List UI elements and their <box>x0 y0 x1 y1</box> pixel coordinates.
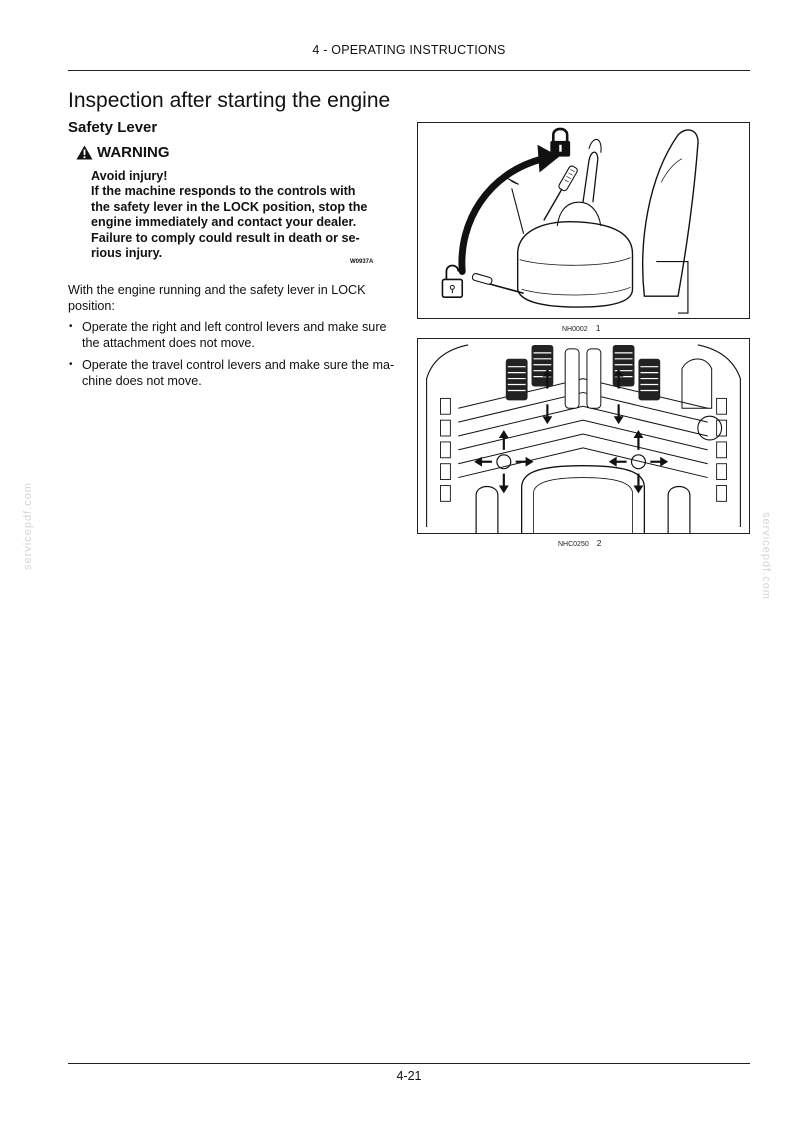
warning-line: rious injury. <box>91 246 163 261</box>
warning-line: Failure to comply could result in death or se- <box>91 230 360 245</box>
figure-2-caption <box>558 538 601 548</box>
watermark-left: servicepdf.com <box>22 482 34 570</box>
figure-code: NHC0250 <box>558 541 589 548</box>
page-title: Inspection after starting the engine <box>68 89 391 112</box>
header-rule <box>68 70 750 71</box>
page-number: 4-21 <box>396 1069 422 1083</box>
figure-number: 1 <box>595 323 601 333</box>
warning-heading <box>76 144 170 161</box>
list-item-line: • Operate the travel control levers and make sure the ma- <box>82 358 395 372</box>
warning-label: WARNING <box>97 144 170 161</box>
control-levers-illustration <box>418 339 749 533</box>
warning-text <box>91 169 391 261</box>
warning-line: Avoid injury! <box>91 169 168 183</box>
list-item <box>68 357 404 389</box>
safety-lever-illustration <box>418 123 749 318</box>
warning-triangle-icon <box>76 145 93 160</box>
figure-number: 2 <box>596 538 602 548</box>
section-title: Safety Lever <box>68 119 158 136</box>
list-item-line: chine does not move. <box>82 374 202 388</box>
locked-padlock-icon <box>550 129 570 157</box>
warning-line: engine immediately and contact your dealer. <box>91 215 357 230</box>
warning-line: If the machine responds to the controls with <box>91 184 356 199</box>
list-item-line: the attachment does not move. <box>82 336 255 350</box>
chapter-header: 4 - OPERATING INSTRUCTIONS <box>312 43 506 57</box>
list-item <box>68 319 404 351</box>
intro-line: With the engine running and the safety lever in LOCK <box>68 283 366 297</box>
list-item-line: • Operate the right and left control levers and make sure <box>82 320 387 334</box>
watermark-right: servicepdf.com <box>760 512 772 600</box>
inspection-list <box>68 319 404 395</box>
figure-control-levers <box>417 338 750 534</box>
figure-code: NH0002 <box>562 326 588 333</box>
intro-paragraph <box>68 282 400 314</box>
footer-rule <box>68 1063 750 1064</box>
warning-line: the safety lever in the LOCK position, stop the <box>91 199 368 214</box>
figure-safety-lever <box>417 122 750 319</box>
figure-1-caption <box>562 323 600 333</box>
warning-code: W0937A <box>350 259 374 265</box>
intro-line: position: <box>68 299 115 313</box>
